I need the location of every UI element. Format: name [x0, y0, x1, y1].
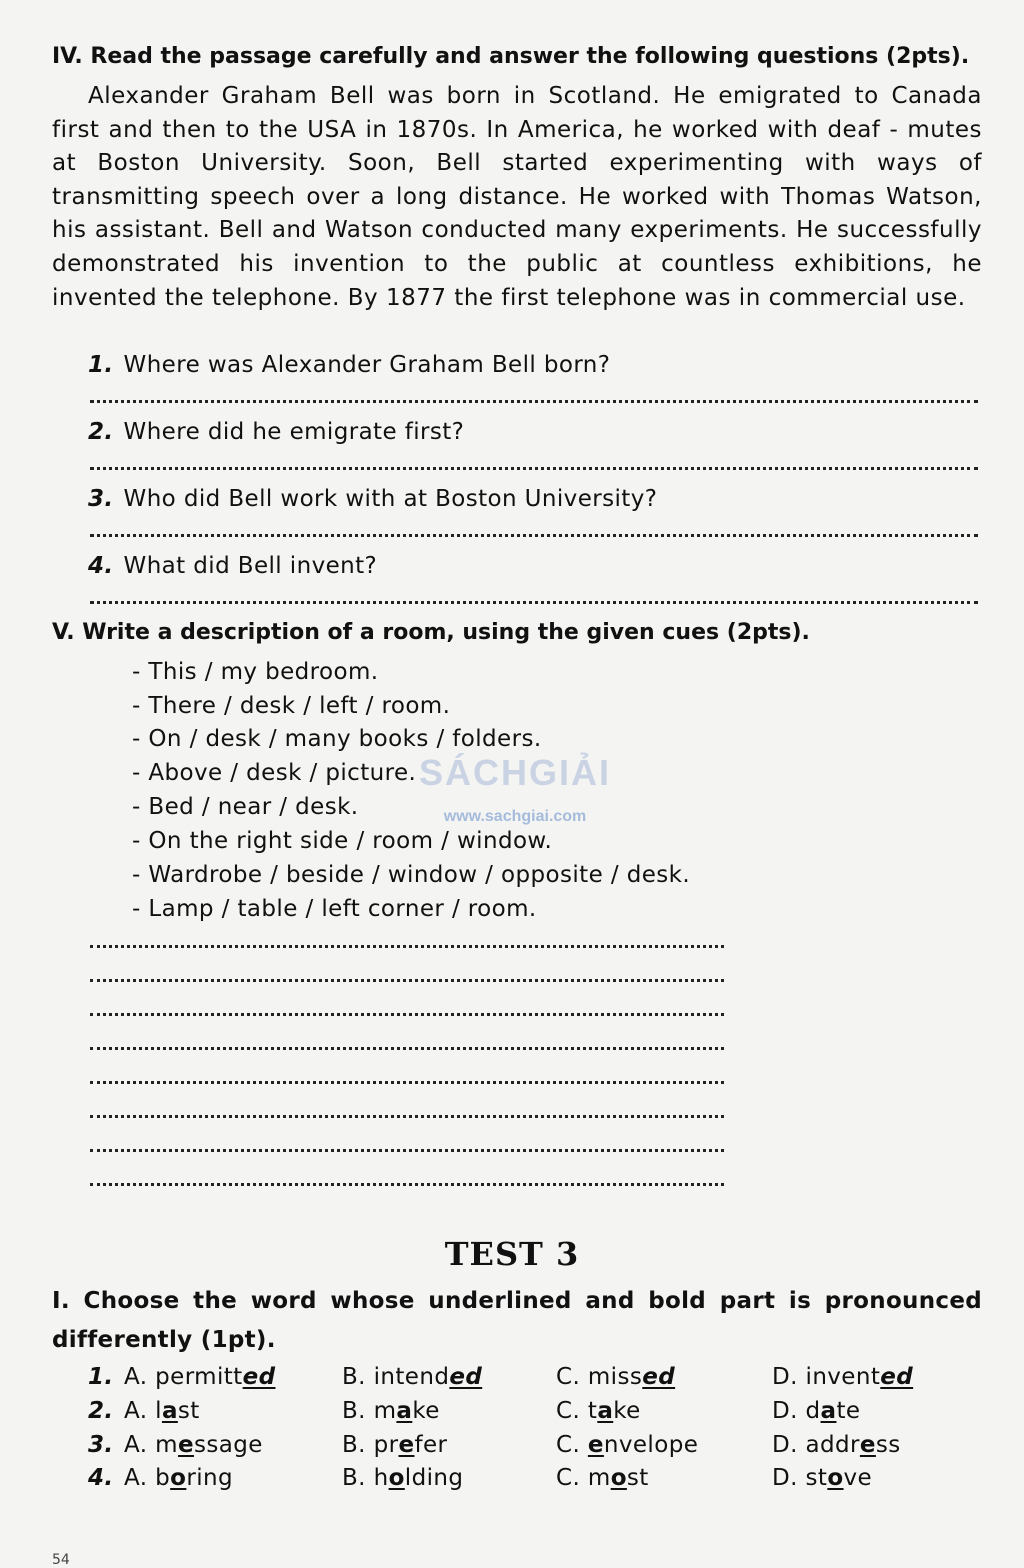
cue-item: - On the right side / room / window.	[132, 828, 553, 854]
cue-item: - Bed / near / desk.	[132, 794, 359, 820]
option-text: A. permitt	[124, 1364, 243, 1390]
section-iv-heading: IV. Read the passage carefully and answer the following questions (2pts).	[52, 44, 970, 69]
underlined-part: a	[597, 1398, 614, 1424]
answer-option[interactable]	[772, 1396, 860, 1426]
answer-line-2[interactable]	[90, 467, 978, 470]
question-number: 3.	[88, 1432, 114, 1458]
answer-option[interactable]	[556, 1396, 641, 1426]
question-number: 1.	[88, 1364, 114, 1390]
underlined-part: a	[396, 1398, 413, 1424]
option-text: ve	[843, 1465, 873, 1491]
question-text: Who did Bell work with at Boston University?	[123, 486, 658, 512]
answer-option[interactable]	[342, 1396, 440, 1426]
underlined-part: e	[587, 1432, 604, 1458]
option-text: fer	[414, 1432, 448, 1458]
underlined-part: a	[820, 1398, 837, 1424]
underlined-part: e	[398, 1432, 415, 1458]
cue-item: - There / desk / left / room.	[132, 693, 451, 719]
underlined-part: o	[827, 1465, 844, 1491]
underlined-part: ed	[880, 1364, 914, 1390]
answer-option[interactable]	[124, 1396, 200, 1426]
answer-option[interactable]	[342, 1463, 463, 1493]
answer-option[interactable]	[772, 1463, 872, 1493]
watermark-brand: SÁCHGIẢI	[418, 752, 611, 793]
question-number: 2.	[88, 419, 114, 445]
option-text: B. h	[342, 1465, 389, 1491]
test3-section-i-heading	[52, 1282, 982, 1360]
answer-option[interactable]	[772, 1430, 901, 1460]
writing-line[interactable]	[90, 1183, 724, 1186]
option-text: C. m	[556, 1465, 611, 1491]
answer-option[interactable]	[556, 1430, 698, 1460]
option-text: ss	[875, 1432, 901, 1458]
writing-line[interactable]	[90, 979, 724, 982]
reading-passage: Alexander Graham Bell was born in Scotland. He emigrated to Canada first and then to the USA in 1870s. In America, he worked with deaf - mutes at Boston University. Soon, Bell started experimenting with ways of transmitting speech over a long distance. He worked with Thomas Watson, his assistant. Bell and Watson conducted many experiments. He successfully demonstrated his invention to the public at countless exhibitions, he invented the telephone. By 1877 the first telephone was in commercial use.	[52, 83, 982, 311]
option-text: D. st	[772, 1465, 828, 1491]
answer-option[interactable]	[342, 1430, 447, 1460]
cue-item: - Lamp / table / left corner / room.	[132, 896, 537, 922]
option-text: A. l	[124, 1398, 162, 1424]
question-number: 1.	[88, 352, 114, 378]
option-text: B. m	[342, 1398, 397, 1424]
answer-line-4[interactable]	[90, 601, 978, 604]
heading-line-2: differently (1pt).	[52, 1327, 276, 1353]
option-text: ke	[412, 1398, 440, 1424]
question-2	[88, 417, 464, 447]
option-text: lding	[404, 1465, 464, 1491]
question-number: 2.	[88, 1398, 114, 1424]
underlined-part: o	[610, 1465, 627, 1491]
writing-line[interactable]	[90, 1115, 724, 1118]
option-text: st	[626, 1465, 649, 1491]
question-number: 4.	[88, 553, 114, 579]
option-text: C. miss	[556, 1364, 643, 1390]
question-1	[88, 350, 610, 380]
answer-option[interactable]	[124, 1463, 233, 1493]
option-text: C.	[556, 1432, 588, 1458]
option-text: B. intend	[342, 1364, 450, 1390]
option-text: st	[177, 1398, 200, 1424]
question-3	[88, 484, 657, 514]
answer-option[interactable]	[556, 1463, 649, 1493]
question-text: Where did he emigrate first?	[123, 419, 465, 445]
option-text: ssage	[193, 1432, 263, 1458]
option-text: D. addr	[772, 1432, 860, 1458]
watermark-url: www.sachgiai.com	[443, 808, 587, 825]
underlined-part: a	[161, 1398, 178, 1424]
option-text: D. invent	[772, 1364, 881, 1390]
writing-line[interactable]	[90, 945, 724, 948]
option-text: B. pr	[342, 1432, 399, 1458]
question-text: What did Bell invent?	[123, 553, 378, 579]
cue-item: - Above / desk / picture.	[132, 760, 417, 786]
cue-item: - On / desk / many books / folders.	[132, 726, 542, 752]
option-text: ke	[613, 1398, 641, 1424]
underlined-part: o	[170, 1465, 187, 1491]
watermark-logo	[410, 740, 620, 850]
answer-option[interactable]	[342, 1362, 482, 1392]
heading-line-1: I. Choose the word whose underlined and bold part is pronounced	[52, 1288, 982, 1314]
underlined-part: e	[859, 1432, 876, 1458]
underlined-part: e	[177, 1432, 194, 1458]
option-text: nvelope	[603, 1432, 699, 1458]
underlined-part: ed	[242, 1364, 276, 1390]
answer-option[interactable]	[124, 1430, 263, 1460]
underlined-part: ed	[642, 1364, 676, 1390]
question-text: Where was Alexander Graham Bell born?	[123, 352, 611, 378]
question-number: 4.	[88, 1465, 114, 1491]
cue-item: - Wardrobe / beside / window / opposite / desk.	[132, 862, 691, 888]
option-text: A. m	[124, 1432, 178, 1458]
underlined-part: o	[388, 1465, 405, 1491]
section-v-heading: V. Write a description of a room, using the given cues (2pts).	[52, 620, 810, 645]
question-4	[88, 551, 377, 581]
option-text: A. b	[124, 1465, 171, 1491]
underlined-part: ed	[449, 1364, 483, 1390]
test-title: TEST 3	[444, 1235, 580, 1273]
option-text: ring	[186, 1465, 233, 1491]
writing-line[interactable]	[90, 1047, 724, 1050]
option-text: te	[836, 1398, 861, 1424]
question-number: 3.	[88, 486, 114, 512]
answer-option[interactable]	[124, 1362, 275, 1392]
answer-option[interactable]	[556, 1362, 675, 1392]
writing-line[interactable]	[90, 1081, 724, 1084]
answer-line-3[interactable]	[90, 534, 978, 537]
writing-line[interactable]	[90, 1013, 724, 1016]
writing-line[interactable]	[90, 1149, 724, 1152]
answer-option[interactable]	[772, 1362, 913, 1392]
answer-line-1[interactable]	[90, 400, 978, 403]
cue-item: - This / my bedroom.	[132, 659, 379, 685]
option-text: C. t	[556, 1398, 598, 1424]
option-text: D. d	[772, 1398, 821, 1424]
page-number: 54	[52, 1552, 70, 1568]
